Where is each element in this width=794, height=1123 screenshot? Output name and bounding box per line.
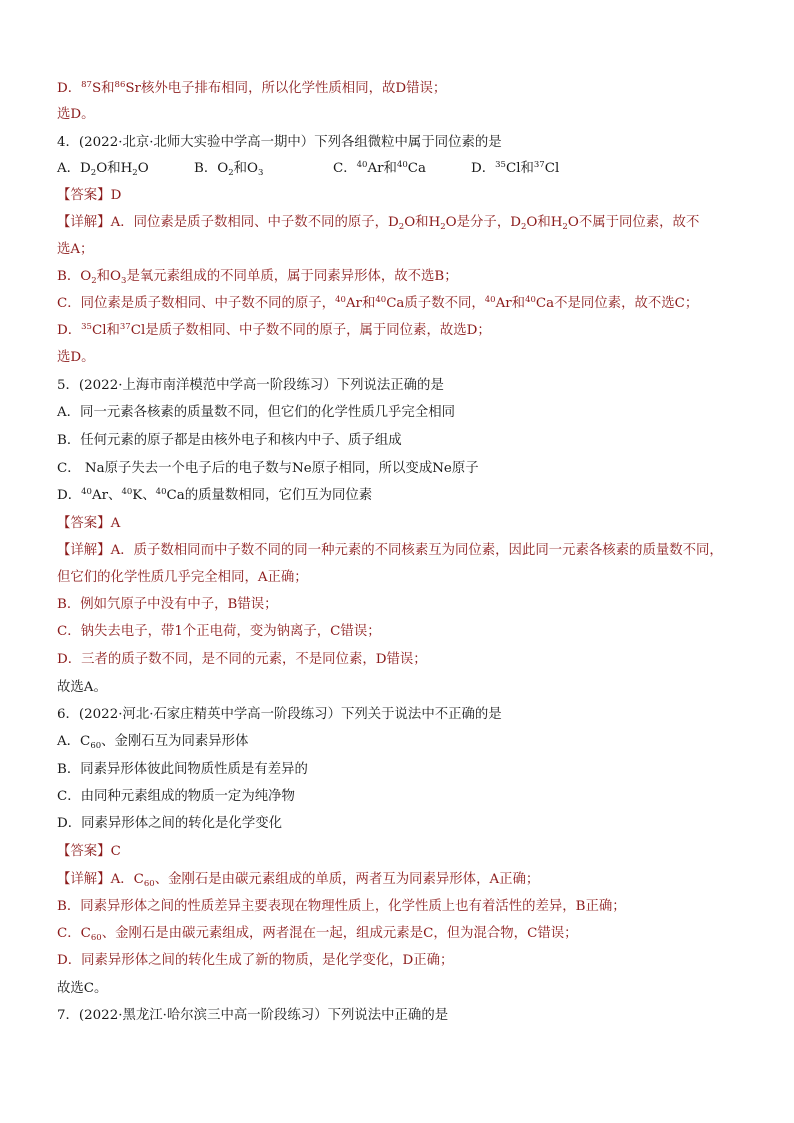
q6-explain-a: 【详解】A．$C_{60}$、金刚石是由碳元素组成的单质，两者互为同素异形体，A正确； xyxy=(57,872,540,889)
q5-explain-d: D．三者的质子数不同，是不同的元素，不是同位素，D错误； xyxy=(57,652,427,667)
q6-option-d: D．同素异形体之间的转化是化学变化 xyxy=(57,816,282,831)
q5-option-b: B．任何元素的原子都是由核外电子和核内中子、质子组成 xyxy=(57,433,402,448)
prev-select: 选D。 xyxy=(57,107,95,122)
q4-option-b: B．$O_2$和$O_3$ xyxy=(194,161,264,178)
q6-explain-d: D．同素异形体之间的转化生成了新的物质，是化学变化，D正确； xyxy=(57,953,454,968)
q6-option-c: C．由同种元素组成的物质一定为纯净物 xyxy=(57,789,295,804)
q5-select: 故选A。 xyxy=(57,680,107,695)
q6-option-a: A．$C_{60}$、金刚石互为同素异形体 xyxy=(57,734,249,751)
q5-explain-a-cont: 但它们的化学性质几乎完全相同，A正确； xyxy=(57,570,308,585)
q6-select: 故选C。 xyxy=(57,981,108,996)
q6-explain-c: C．$C_{60}$、金刚石是由碳元素组成，两者混在一起，组成元素是C，但为混合物，C错误； xyxy=(57,926,578,943)
q5-option-a: A．同一元素各核素的质量数不同，但它们的化学性质几乎完全相同 xyxy=(57,405,455,420)
q6-answer: 【答案】C xyxy=(57,844,121,859)
q4-explain-a: 【详解】A．同位素是质子数相同、中子数不同的原子，$D_2O$和$H_2O$是分子，$D_2O$和$H_2O$不属于同位素，故不 xyxy=(57,215,700,232)
q7-stem: 7．(2022·黑龙江·哈尔滨三中高一阶段练习）下列说法中正确的是 xyxy=(57,1008,449,1023)
q4-option-c: C．$^{40}$Ar和$^{40}$Ca xyxy=(333,160,426,176)
q5-stem: 5．(2022·上海市南洋模范中学高一阶段练习）下列说法正确的是 xyxy=(57,378,444,393)
q4-explain-c: C．同位素是质子数相同、中子数不同的原子，$^{40}$Ar和$^{40}$Ca质子数不同，$^{40}$Ar和$^{40}$Ca不是同位素，故不选C； xyxy=(57,295,699,311)
q4-explain-b: B．$O_2$和$O_3$是氧元素组成的不同单质，属于同素异形体，故不选B； xyxy=(57,269,458,286)
q5-explain-a: 【详解】A．质子数相同而中子数不同的同一种元素的不同核素互为同位素，因此同一元素各核素的质量数不同， xyxy=(57,543,723,558)
q6-option-b: B．同素异形体彼此间物质性质是有差异的 xyxy=(57,762,308,777)
q5-option-c: C． Na原子失去一个电子后的电子数与Ne原子相同，所以变成Ne原子 xyxy=(57,461,479,476)
q5-explain-c: C．钠失去电子，带1个正电荷，变为钠离子，C错误； xyxy=(57,624,381,639)
q4-explain-d: D．$^{35}$Cl和$^{37}$Cl是质子数相同、中子数不同的原子，属于同位素，故选D； xyxy=(57,322,491,338)
q4-select: 选D。 xyxy=(57,350,95,365)
q5-explain-b: B．例如氕原子中没有中子，B错误； xyxy=(57,597,278,612)
prev-explain-d: D．$^{87}$S和$^{86}$Sr核外电子排布相同，所以化学性质相同，故D错误； xyxy=(57,80,447,96)
q4-stem: 4．(2022·北京·北师大实验中学高一期中）下列各组微粒中属于同位素的是 xyxy=(57,135,502,150)
q5-option-d: D．$^{40}$Ar、$^{40}$K、$^{40}$Ca的质量数相同，它们互为同位素 xyxy=(57,487,373,503)
q4-option-a: A．$D_2O$和$H_2O$ xyxy=(57,161,149,178)
q6-stem: 6．(2022·河北·石家庄精英中学高一阶段练习）下列关于说法中不正确的是 xyxy=(57,707,502,722)
q4-answer: 【答案】D xyxy=(57,188,122,203)
q4-explain-a-cont: 选A； xyxy=(57,242,94,257)
q6-explain-b: B．同素异形体之间的性质差异主要表现在物理性质上，化学性质上也有着活性的差异，B正确； xyxy=(57,899,626,914)
q5-answer: 【答案】A xyxy=(57,516,121,531)
q4-option-d: D．$^{35}$Cl和$^{37}$Cl xyxy=(471,160,560,176)
